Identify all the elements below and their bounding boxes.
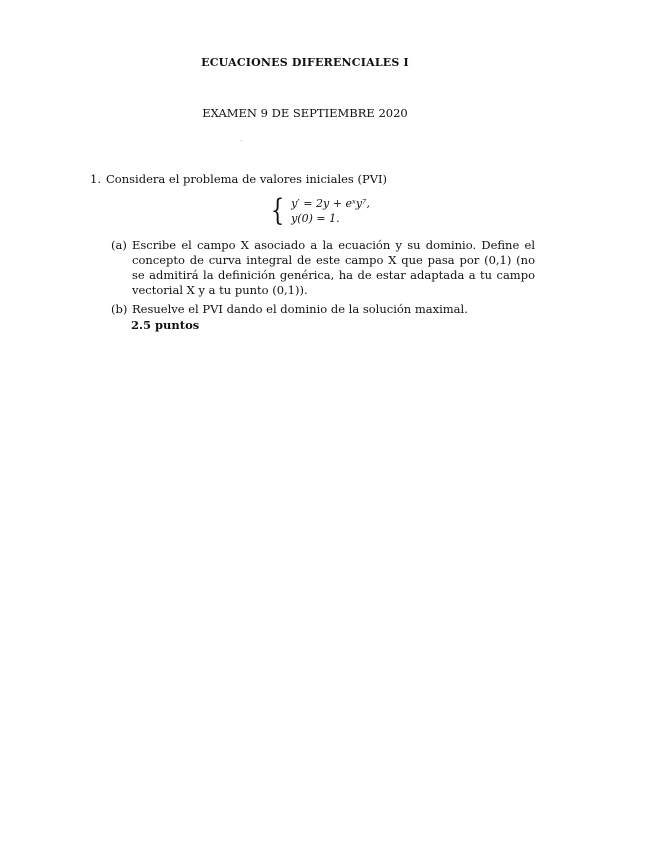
- item-label: (a): [111, 238, 127, 252]
- item-a: [111, 238, 535, 298]
- item-text: Escribe el campo X asociado a la ecuación y su dominio. Define el concepto de curva integral de este campo X que pasa por (0,1) (no se admitirá la definición genérica, ha de estar adaptada a tu campo vectorial X y a tu punto (0,1)).: [132, 238, 535, 297]
- exam-date: EXAMEN 9 DE SEPTIEMBRE 2020: [202, 106, 408, 120]
- points-label: 2.5 puntos: [131, 318, 200, 332]
- problem-statement: Considera el problema de valores iniciales (PVI): [106, 172, 388, 186]
- problem-items: [111, 238, 535, 321]
- differential-equation: y′ = 2y + eˣy⁷,: [291, 197, 370, 210]
- equation-system: [268, 193, 370, 228]
- initial-condition: y(0) = 1.: [291, 212, 340, 225]
- problem-1: [90, 172, 540, 186]
- item-label: (b): [111, 302, 128, 316]
- left-brace: {: [270, 193, 285, 228]
- scan-speck: [240, 140, 242, 141]
- item-text: Resuelve el PVI dando el dominio de la solución maximal.: [132, 302, 468, 316]
- exam-title: ECUACIONES DIFERENCIALES I: [201, 56, 409, 69]
- item-b: [111, 302, 535, 317]
- problem-number: 1.: [90, 172, 101, 186]
